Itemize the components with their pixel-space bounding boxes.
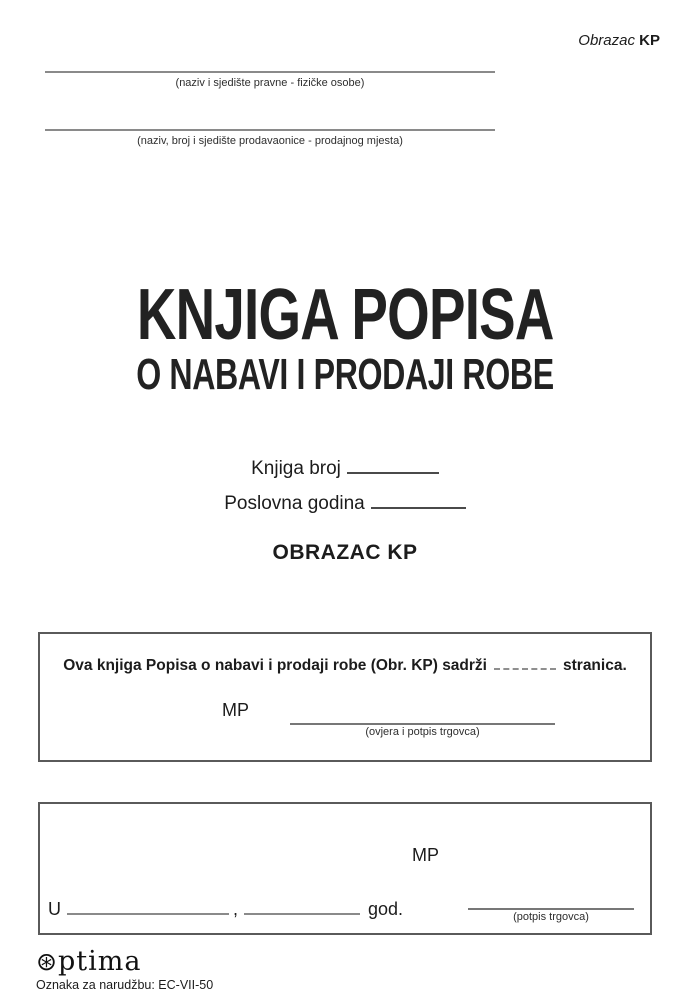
business-year-row: [0, 487, 690, 515]
subtitle-row: [0, 350, 690, 399]
place-date-box: [38, 802, 652, 935]
form-code-word: Obrazac: [578, 32, 635, 49]
trader-signature-line: [290, 723, 555, 725]
place-prefix: U: [48, 898, 61, 919]
footer: [36, 948, 213, 992]
brand-logo: [36, 948, 213, 975]
form-code-heading: OBRAZAC KP: [272, 541, 418, 564]
book-number-row: [0, 452, 690, 480]
company-name-caption: (naziv i sjedište pravne - fizičke osobe): [175, 77, 365, 89]
date-blank: [244, 894, 360, 915]
page-count-blank: [494, 655, 556, 670]
form-code-abbr: KP: [639, 32, 660, 49]
page-title: KNJIGA POPISA: [136, 275, 554, 355]
form-code-corner: [578, 32, 660, 49]
business-year-blank: [371, 487, 466, 509]
trader-signature-caption: (ovjera i potpis trgovca): [365, 726, 480, 738]
page-subtitle: O NABAVI I PRODAJI ROBE: [136, 350, 554, 399]
year-suffix: god.: [368, 898, 404, 919]
main-title-row: [0, 275, 690, 355]
comma: ,: [233, 898, 239, 919]
trader-signature-caption-2: (potpis trgovca): [513, 911, 589, 923]
book-number-blank: [347, 452, 439, 474]
brand-logo-o-icon: ⊛: [36, 947, 58, 976]
business-year-label: Poslovna godina: [224, 492, 365, 514]
stamp-placeholder-label-2: MP: [412, 845, 439, 865]
statement-suffix: stranica.: [563, 657, 627, 675]
store-name-caption: (naziv, broj i sjedište prodavaonice - prodajnog mjesta): [137, 135, 403, 147]
company-name-line: [45, 71, 495, 73]
brand-logo-text: ptima: [57, 946, 142, 977]
certification-box: [38, 632, 652, 762]
trader-signature-line-2: [468, 908, 634, 910]
statement-prefix: Ova knjiga Popisa o nabavi i prodaji robe (Obr. KP) sadrži: [63, 657, 487, 675]
order-code-label: Oznaka za narudžbu: EC-VII-50: [36, 978, 214, 992]
book-number-label: Knjiga broj: [251, 457, 341, 479]
certification-statement: [40, 655, 650, 675]
store-name-line: [45, 129, 495, 131]
place-date-row: [48, 894, 403, 920]
place-blank: [67, 894, 229, 915]
stamp-placeholder-label: MP: [222, 700, 249, 720]
